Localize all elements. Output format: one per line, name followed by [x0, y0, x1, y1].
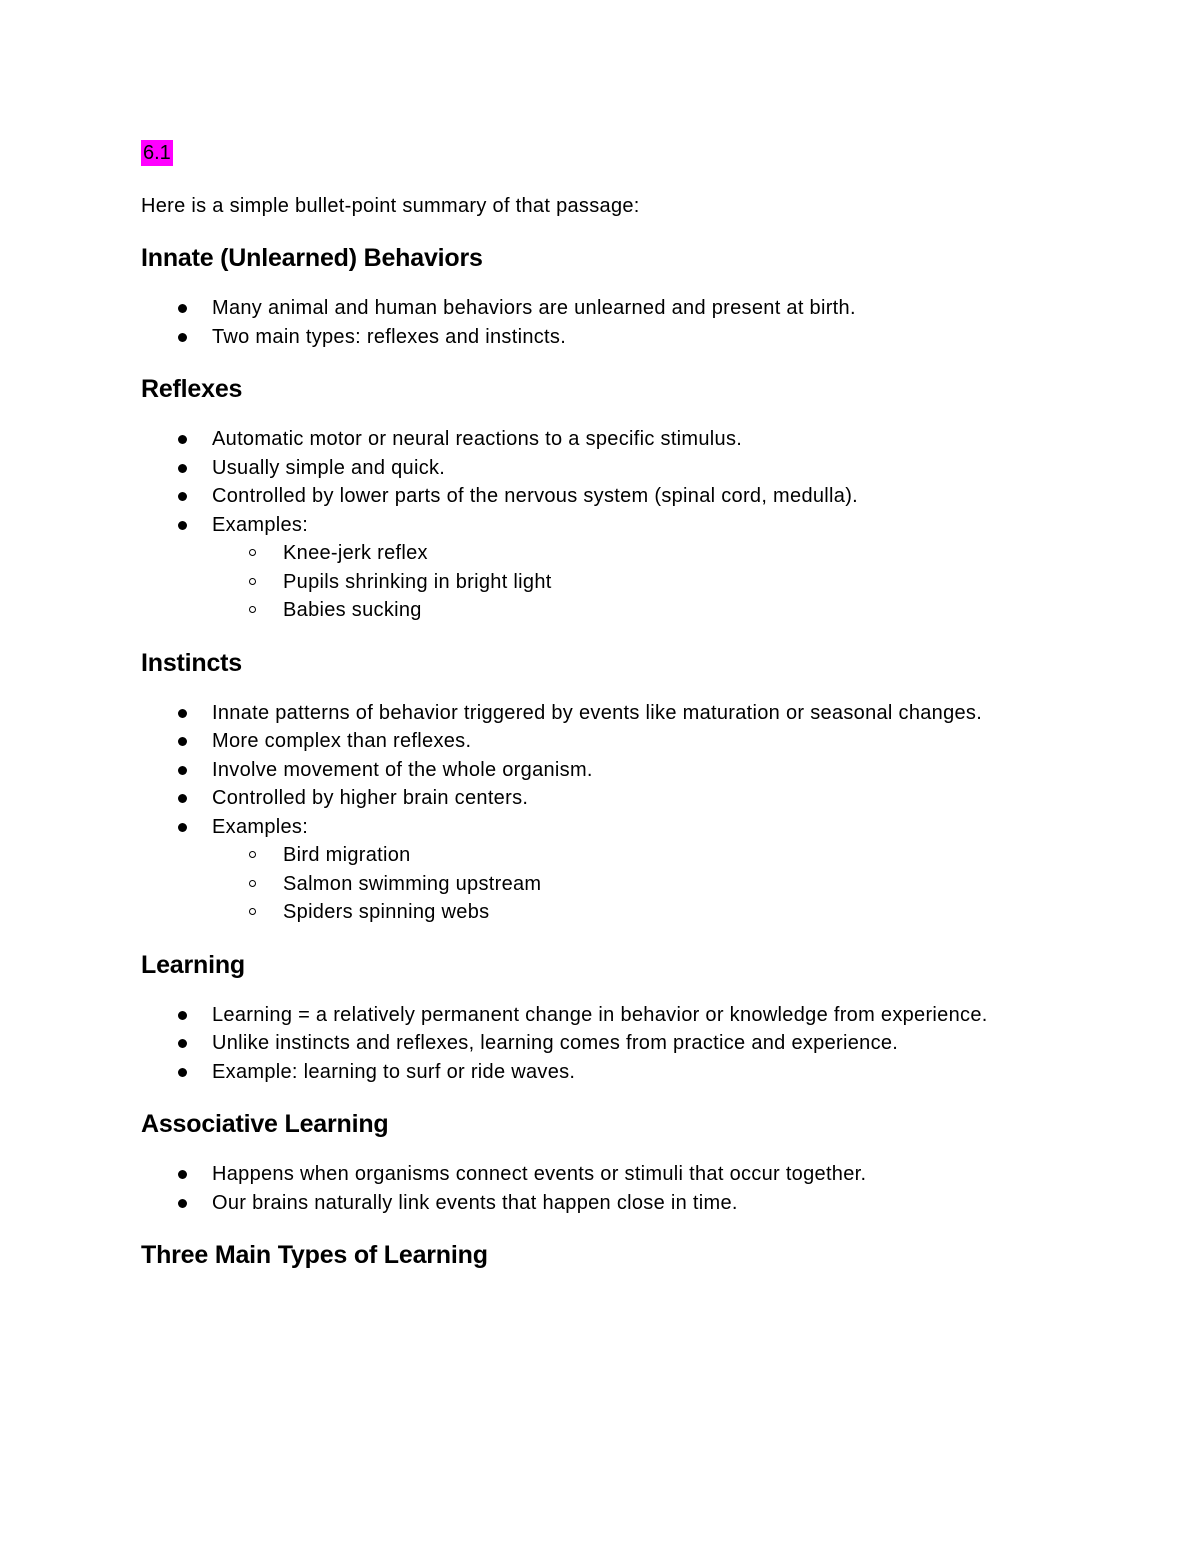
hollow-bullet-icon [249, 549, 256, 556]
bullet-dot-icon [178, 464, 187, 473]
sub-list-item [141, 898, 992, 927]
list-item [141, 294, 992, 323]
bullet-dot-icon [178, 794, 187, 803]
bullet-dot-icon [178, 1170, 187, 1179]
list-item [141, 1189, 992, 1218]
list-item-text: Our brains naturally link events that happen close in time. [212, 1191, 738, 1214]
list-item [141, 482, 992, 511]
hollow-bullet-icon [249, 908, 256, 915]
sub-list-item [141, 596, 992, 625]
list-item-text: Two main types: reflexes and instincts. [212, 325, 567, 348]
list-item [141, 511, 992, 625]
list-item [141, 1001, 992, 1030]
list-item-text: Controlled by lower parts of the nervous system (spinal cord, medulla). [212, 485, 859, 507]
list-item [141, 756, 992, 785]
list-item-text: Examples: [212, 513, 309, 536]
bullet-dot-icon [178, 435, 187, 444]
list-item-text: Automatic motor or neural reactions to a specific stimulus. [212, 428, 743, 450]
list-item-text: Unlike instincts and reflexes, learning comes from practice and experience. [212, 1032, 899, 1054]
bullet-dot-icon [178, 521, 187, 530]
list-item-text: Usually simple and quick. [212, 456, 446, 479]
bullet-list [141, 1001, 1041, 1087]
list-item [141, 1058, 992, 1087]
bullet-dot-icon [178, 1011, 187, 1020]
list-item [141, 1160, 992, 1189]
sub-list-item [141, 841, 992, 870]
list-item-text: Involve movement of the whole organism. [212, 758, 593, 781]
sub-list-item-text: Salmon swimming upstream [283, 872, 542, 895]
list-item-text: Learning = a relatively permanent change in behavior or knowledge from experience. [212, 1003, 988, 1026]
hollow-bullet-icon [249, 606, 256, 613]
hollow-bullet-icon [249, 851, 256, 858]
hollow-bullet-icon [249, 578, 256, 585]
section-heading: Associative Learning [141, 1110, 389, 1138]
list-item [141, 1029, 992, 1058]
list-item [141, 323, 992, 352]
section-number-label: 6.1 [143, 142, 171, 164]
bullet-dot-icon [178, 709, 187, 718]
list-item [141, 727, 992, 756]
bullet-dot-icon [178, 492, 187, 501]
sub-list-item [141, 870, 992, 899]
list-item-text: Many animal and human behaviors are unlearned and present at birth. [212, 297, 856, 319]
sub-list-item-text: Knee-jerk reflex [283, 542, 428, 564]
bullet-list [141, 699, 1041, 927]
section-heading: Instincts [141, 648, 242, 677]
bullet-dot-icon [178, 1068, 187, 1077]
document-page [141, 140, 1041, 1291]
list-item [141, 784, 992, 813]
list-item-text: Example: learning to surf or ride waves. [212, 1060, 576, 1083]
list-item-text: Examples: [212, 815, 309, 838]
bullet-dot-icon [178, 1199, 187, 1208]
bullet-dot-icon [178, 333, 187, 342]
section-heading: Three Main Types of Learning [141, 1241, 488, 1269]
label-row [141, 140, 1041, 192]
bullet-dot-icon [178, 1039, 187, 1048]
list-item [141, 425, 992, 454]
intro-text: Here is a simple bullet-point summary of that passage: [141, 195, 640, 217]
list-item [141, 699, 992, 728]
hollow-bullet-icon [249, 880, 256, 887]
bullet-list [141, 425, 1041, 625]
bullet-dot-icon [178, 766, 187, 775]
sub-list-item-text: Spiders spinning webs [283, 901, 490, 923]
section-heading: Learning [141, 950, 245, 979]
sub-list-item [141, 568, 992, 597]
sub-bullet-list [212, 539, 992, 625]
list-item [141, 813, 992, 927]
list-item-text: Happens when organisms connect events or stimuli that occur together. [212, 1163, 867, 1185]
sub-list-item-text: Bird migration [283, 844, 411, 866]
list-item-text: Innate patterns of behavior triggered by events like maturation or seasonal changes. [212, 701, 983, 724]
list-item-text: Controlled by higher brain centers. [212, 787, 529, 809]
sub-list-item-text: Babies sucking [283, 599, 422, 621]
list-item-text: More complex than reflexes. [212, 730, 472, 752]
sub-list-item-text: Pupils shrinking in bright light [283, 570, 552, 593]
bullet-dot-icon [178, 304, 187, 313]
bullet-dot-icon [178, 737, 187, 746]
sub-bullet-list [212, 841, 992, 927]
sections-container [141, 242, 1041, 1271]
bullet-list [141, 294, 1041, 351]
list-item [141, 454, 992, 483]
section-heading: Innate (Unlearned) Behaviors [141, 244, 483, 272]
bullet-list [141, 1160, 1041, 1217]
bullet-dot-icon [178, 823, 187, 832]
section-heading: Reflexes [141, 375, 243, 403]
sub-list-item [141, 539, 992, 568]
